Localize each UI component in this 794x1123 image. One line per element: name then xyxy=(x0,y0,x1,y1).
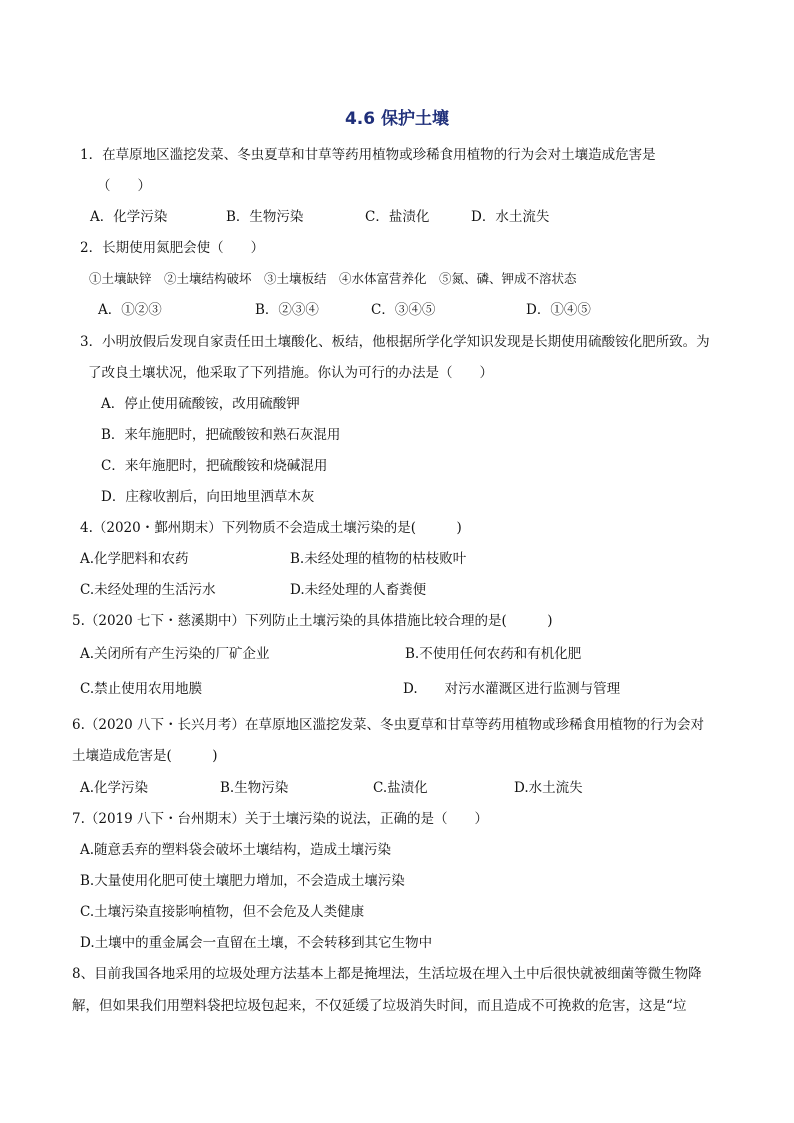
q1-blank: （ ） xyxy=(97,178,151,194)
q2-items: ①土壤缺锌 ②土壤结构破坏 ③土壤板结 ④水体富营养化 ⑤氮、磷、钾成不溶状态 xyxy=(89,271,577,286)
q3-stem-line1: 3．小明放假后发现自家责任田土壤酸化、板结，他根据所学化学知识发现是长期使用硫酸铵化肥所致。为 xyxy=(80,334,710,350)
q2-option-a: A．①②③ xyxy=(98,302,162,318)
q4-option-c: C.未经处理的生活污水 xyxy=(80,582,216,598)
q5-options-row1 xyxy=(80,644,720,664)
q1-option-b: B．生物污染 xyxy=(226,209,304,225)
q2-option-c: C．③④⑤ xyxy=(371,302,436,318)
q4-option-a: A.化学肥料和农药 xyxy=(80,551,189,567)
q4-option-d: D.未经处理的人畜粪便 xyxy=(290,582,427,598)
q6-stem-line2: 土壤造成危害是( ) xyxy=(72,748,218,764)
q3-option-c: C．来年施肥时，把硫酸铵和烧碱混用 xyxy=(101,458,328,474)
q6-options xyxy=(80,778,720,798)
q4-options-row1 xyxy=(80,549,720,569)
q1-option-d: D．水土流失 xyxy=(471,209,550,225)
q6-stem-line1: 6.（2020 八下・长兴月考）在草原地区滥挖发菜、冬虫夏草和甘草等药用植物或珍稀食用植物的行为会对 xyxy=(72,717,705,733)
q5-stem: 5.（2020 七下・慈溪期中）下列防止土壤污染的具体措施比较合理的是( ) xyxy=(72,613,553,629)
q8-line1: 8、目前我国各地采用的垃圾处理方法基本上都是掩埋法，生活垃圾在埋入土中后很快就被细菌等微生物降 xyxy=(72,966,702,982)
q4-stem: 4.（2020・鄞州期末）下列物质不会造成土壤污染的是( ) xyxy=(80,520,462,536)
q6-option-c: C.盐渍化 xyxy=(373,780,428,796)
q3-stem-line2: 了改良土壤状况，他采取了下列措施。你认为可行的办法是（ ） xyxy=(88,365,493,381)
q7-option-d: D.土壤中的重金属会一直留在土壤，不会转移到其它生物中 xyxy=(80,935,433,951)
q3-option-d: D．庄稼收割后，向田地里洒草木灰 xyxy=(101,489,315,505)
q1-options xyxy=(90,207,730,227)
q6-option-a: A.化学污染 xyxy=(80,780,149,796)
q5-option-d: D. 对污水灌溉区进行监测与管理 xyxy=(403,681,621,697)
q7-stem: 7.（2019 八下・台州期末）关于土壤污染的说法，正确的是（ ） xyxy=(72,811,489,827)
q7-option-b: B.大量使用化肥可使土壤肥力增加，不会造成土壤污染 xyxy=(80,873,405,889)
q7-option-a: A.随意丢弃的塑料袋会破坏土壤结构，造成土壤污染 xyxy=(80,842,392,858)
q3-option-a: A．停止使用硫酸铵，改用硫酸钾 xyxy=(101,396,300,412)
q5-option-a: A.关闭所有产生污染的厂矿企业 xyxy=(80,646,270,662)
q7-option-c: C.土壤污染直接影响植物，但不会危及人类健康 xyxy=(80,904,365,920)
q2-option-d: D．①④⑤ xyxy=(526,302,591,318)
q6-option-d: D.水土流失 xyxy=(514,780,583,796)
q5-options-row2 xyxy=(80,679,720,699)
q5-option-c: C.禁止使用农用地膜 xyxy=(80,681,203,697)
page-title: 4.6 保护土壤 xyxy=(344,109,450,129)
q6-option-b: B.生物污染 xyxy=(220,780,289,796)
q2-option-b: B．②③④ xyxy=(255,302,319,318)
q4-option-b: B.未经处理的植物的枯枝败叶 xyxy=(290,551,467,567)
q1-option-a: A．化学污染 xyxy=(90,209,168,225)
q3-option-b: B．来年施肥时，把硫酸铵和熟石灰混用 xyxy=(101,427,341,443)
q8-line2: 解，但如果我们用塑料袋把垃圾包起来，不仅延缓了垃圾消失时间，而且造成不可挽救的危害，这是“垃 xyxy=(72,998,687,1014)
q2-options xyxy=(98,300,738,320)
q1-stem: 1．在草原地区滥挖发菜、冬虫夏草和甘草等药用植物或珍稀食用植物的行为会对土壤造成危害是 xyxy=(80,147,656,163)
q1-option-c: C．盐渍化 xyxy=(365,209,430,225)
q4-options-row2 xyxy=(80,580,720,600)
q5-option-b: B.不使用任何农药和有机化肥 xyxy=(405,646,582,662)
q2-stem: 2．长期使用氮肥会使（ ） xyxy=(80,240,265,256)
